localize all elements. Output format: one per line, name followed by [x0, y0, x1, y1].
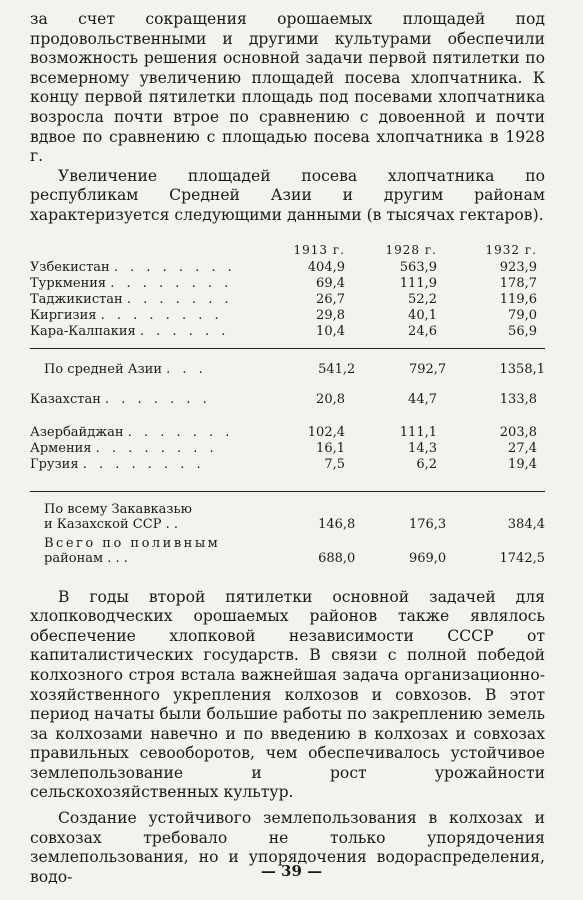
header-1913: 1913 г. [293, 242, 345, 257]
cell-1928: 176,3 [408, 516, 447, 532]
cell-1932: 27,4 [508, 441, 537, 457]
cell-1928: 44,7 [408, 392, 437, 408]
cell-1928: 6,2 [416, 457, 437, 473]
cell-1928: 111,9 [399, 276, 437, 292]
table-divider [30, 348, 545, 349]
leader-dots: . . . . . . . . [95, 441, 218, 457]
cell-1913: 404,9 [307, 260, 345, 276]
cell-1932: 19,4 [508, 457, 537, 473]
cell-1928: 40,1 [408, 308, 437, 324]
cell-1928: 111,1 [399, 425, 437, 441]
row-label: Киргизия [30, 308, 97, 324]
cell-1928: 792,7 [408, 362, 447, 378]
table-divider [30, 491, 545, 492]
leader-dots: . . . . . . . . [100, 308, 223, 324]
cell-1913: 7,5 [324, 457, 345, 473]
row-label-line2: и Казахской ССР . . [44, 516, 178, 532]
header-1932: 1932 г. [485, 242, 537, 257]
cell-1928: 969,0 [408, 550, 447, 566]
row-label: Армения [30, 441, 92, 457]
table-row [30, 324, 545, 340]
table-row [30, 441, 545, 457]
leader-dots: . . . . . . [139, 324, 230, 340]
header-1928: 1928 г. [385, 242, 437, 257]
row-label-line1: Всего по поливным [44, 535, 221, 551]
cotton-area-table [30, 240, 545, 566]
cell-1928: 24,6 [408, 324, 437, 340]
table-total-row [30, 355, 545, 385]
row-label-line2: районам . . . [44, 550, 128, 566]
cell-1928: 14,3 [408, 441, 437, 457]
paragraph-3: В годы второй пятилетки основной задачей для хлопководческих орошаемых районов также являлось обеспечение хлопковой независимости СССР от капиталистических государств. В связи с полной победой колхозного строя встала важнейшая задача организационно-хозяйственного укрепления колхозов и совхозов. В этот период начаты были большие работы по закреплению земель за колхозами навечно и по введению в колхозах и совхозах правильных севооборотов, чем обеспечивалось устойчивое землепользование и рост урожайности сельскохозяйственных культур. [30, 587, 545, 802]
row-label: Узбекистан [30, 260, 110, 276]
cell-1932: 923,9 [499, 260, 537, 276]
row-label: Казахстан [30, 392, 101, 408]
table-row [30, 260, 545, 276]
leader-dots: . . . [166, 362, 207, 378]
cell-1913: 26,7 [316, 292, 345, 308]
table-row [30, 308, 545, 324]
table-row [30, 425, 545, 441]
cell-1913: 10,4 [316, 324, 345, 340]
cell-1932: 119,6 [499, 292, 537, 308]
row-label: Кара-Калпакия [30, 324, 136, 340]
table-row [30, 385, 545, 415]
cell-1913: 29,8 [316, 308, 345, 324]
row-label: По средней Азии [44, 362, 163, 378]
paragraph-4: Создание устойчивого землепользования в колхозах и совхозах требовало не только упорядочения землепользования, но и упорядочения водораспределения, водо- [30, 809, 545, 886]
cell-1913: 688,0 [318, 550, 356, 566]
cell-1928: 563,9 [399, 260, 437, 276]
leader-dots: . . . . . . . . [110, 276, 233, 292]
cell-1913: 69,4 [316, 276, 345, 292]
row-label: Грузия [30, 457, 79, 473]
table-row [30, 276, 545, 292]
table-total-row [30, 532, 545, 566]
table-row [30, 292, 545, 308]
paragraph-2: Увеличение площадей посева хлопчатника по республикам Средней Азии и другим районам характеризуется следующими данными (в тысячах гектаров). [30, 166, 545, 224]
table-header [30, 240, 545, 260]
cell-1913: 102,4 [307, 425, 345, 441]
leader-dots: . . . . . . . [126, 292, 233, 308]
table-total-row [30, 498, 545, 532]
row-label: Туркмения [30, 276, 107, 292]
leader-dots: . . . . . . . [127, 425, 234, 441]
cell-1913: 146,8 [318, 516, 356, 532]
cell-1932: 384,4 [507, 516, 545, 532]
cell-1932: 178,7 [499, 276, 537, 292]
cell-1913: 541,2 [318, 362, 356, 378]
cell-1932: 203,8 [499, 425, 537, 441]
cell-1913: 20,8 [316, 392, 345, 408]
leader-dots: . . . . . . . [105, 392, 211, 408]
row-label-line1: По всему Закавказью [44, 501, 192, 517]
cell-1932: 79,0 [508, 308, 537, 324]
row-label: Азербайджан [30, 425, 124, 441]
table-row [30, 457, 545, 473]
leader-dots: . . . . . . . . [82, 457, 205, 473]
cell-1928: 52,2 [408, 292, 437, 308]
cell-1913: 16,1 [316, 441, 345, 457]
paragraph-1: за счет сокращения орошаемых площадей под продовольственными и другими культурами обеспечили возможность решения основной задачи первой пятилетки по всемерному увеличению площадей посева хлопчатника. К концу первой пятилетки площадь под посевами хлопчатника возросла почти втрое по сравнению с довоенной и почти вдвое по сравнению с площадью посева хлопчатника в 1928 г. [30, 10, 545, 166]
cell-1932: 1742,5 [499, 550, 545, 566]
cell-1932: 56,9 [508, 324, 537, 340]
cell-1932: 1358,1 [499, 362, 545, 378]
cell-1932: 133,8 [499, 392, 537, 408]
leader-dots: . . . . . . . . [113, 260, 236, 276]
row-label: Таджикистан [30, 292, 123, 308]
page-number: — 39 — [260, 862, 323, 880]
